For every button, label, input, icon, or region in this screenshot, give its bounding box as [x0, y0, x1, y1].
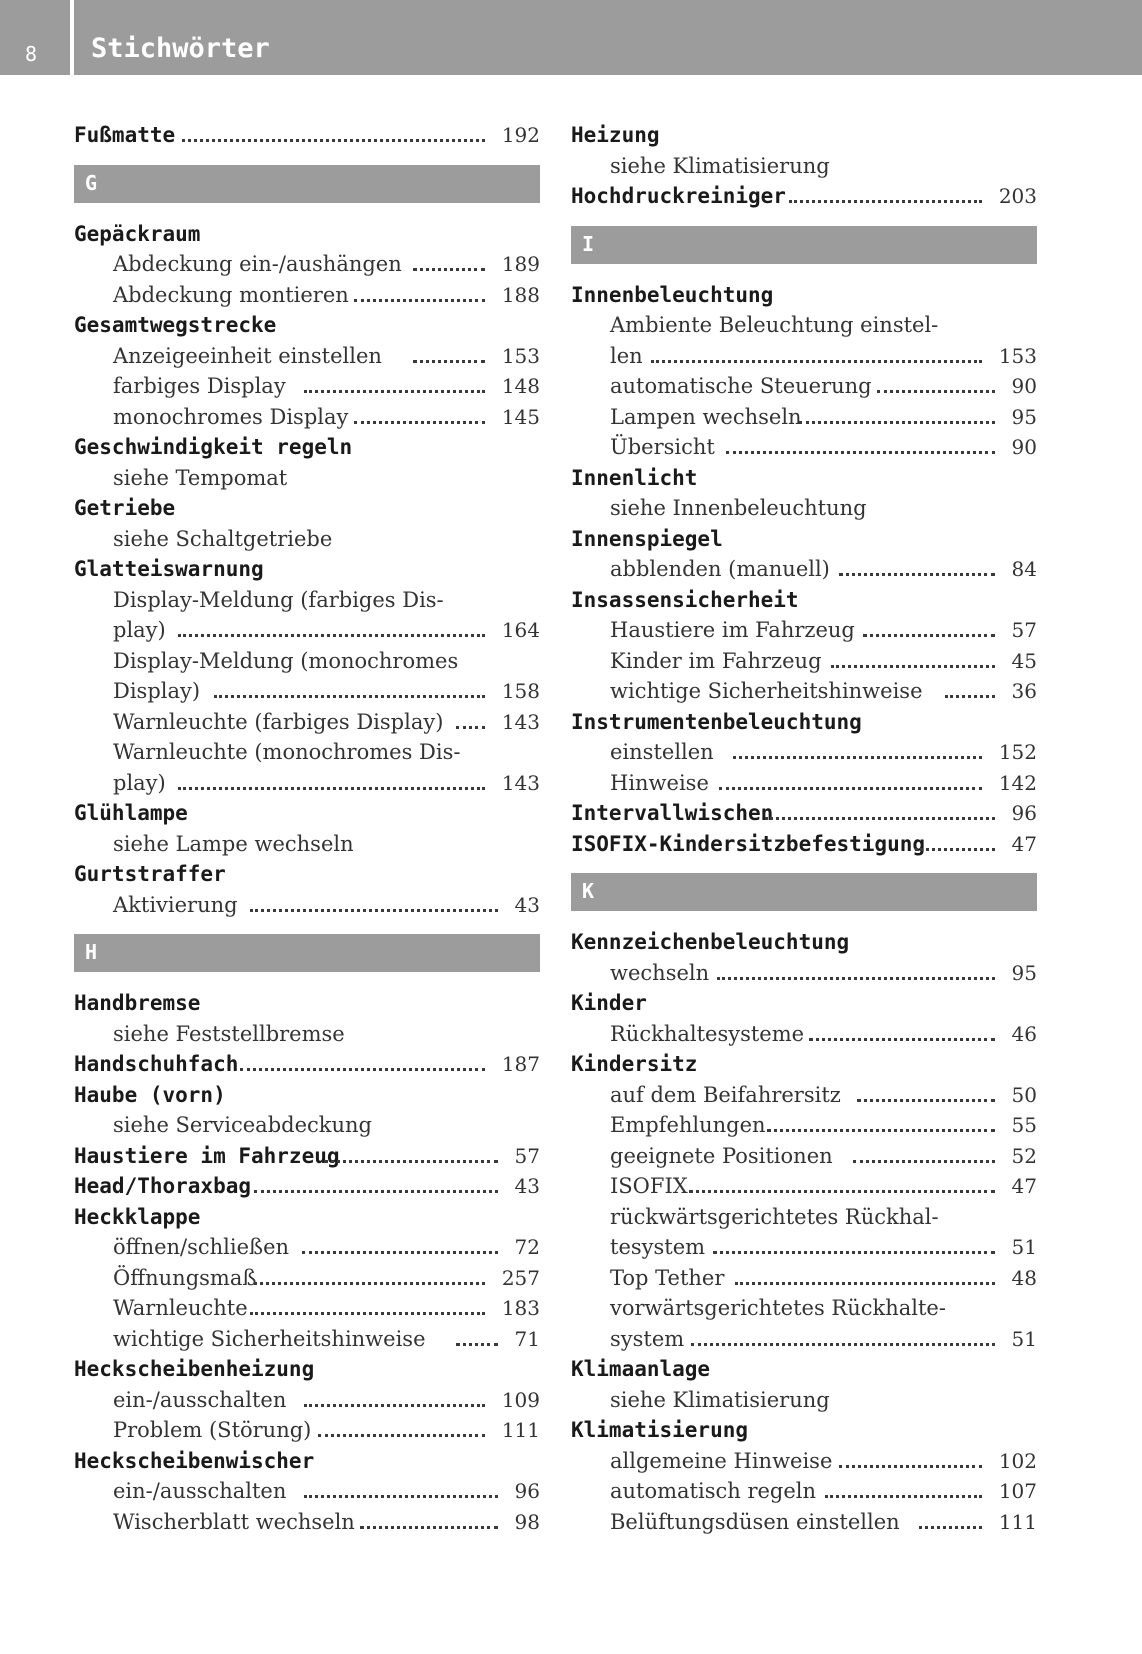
section-letter: G	[85, 170, 98, 195]
index-column-right	[571, 120, 1037, 1537]
entry-text: rückwärtsgerichtetes Rückhal-	[610, 1204, 939, 1229]
index-subentry	[571, 1476, 1037, 1507]
index-subentry	[74, 463, 540, 494]
dot-leader	[304, 1495, 498, 1498]
entry-text: allgemeine Hinweise	[610, 1448, 833, 1473]
page-reference: 158	[501, 679, 540, 703]
index-subentry	[74, 524, 540, 555]
index-subentry	[74, 676, 540, 707]
entry-text: abblenden (manuell)	[610, 557, 830, 581]
entry-text: Haube (vorn)	[74, 1082, 226, 1107]
entry-text: auf dem Beifahrersitz	[610, 1082, 841, 1107]
dot-leader	[250, 1312, 485, 1315]
entry-text: einstellen	[610, 740, 714, 764]
entry-text: Kinder im Fahrzeug	[610, 648, 822, 673]
page-reference: 102	[998, 1448, 1037, 1473]
page-reference: 183	[501, 1296, 540, 1320]
dot-leader	[302, 1251, 498, 1254]
entry-text: Display)	[113, 679, 201, 703]
entry-text: Insassensicherheit	[571, 587, 799, 612]
dot-leader	[691, 1343, 995, 1346]
index-subentry	[571, 1293, 1037, 1324]
entry-text: Kindersitz	[571, 1052, 698, 1076]
index-subentry	[74, 1110, 540, 1141]
page-reference: 43	[514, 1174, 540, 1198]
index-entry	[74, 1080, 540, 1111]
index-entry	[571, 927, 1037, 958]
index-subentry	[74, 1385, 540, 1416]
entry-text: siehe Serviceabdeckung	[113, 1113, 372, 1137]
entry-text: Geschwindigkeit regeln	[74, 435, 353, 459]
page-reference: 189	[501, 252, 540, 276]
entry-text: Top Tether	[610, 1265, 725, 1290]
section-letter: H	[85, 940, 98, 964]
entry-text: wichtige Sicherheitshinweise	[610, 679, 923, 703]
page-reference: 55	[1011, 1113, 1037, 1137]
page-reference: 192	[501, 123, 540, 147]
dot-leader	[254, 1282, 485, 1285]
page-reference: 111	[998, 1509, 1037, 1534]
entry-text: Anzeigeeinheit einstellen	[113, 343, 382, 368]
page-reference: 57	[1011, 618, 1037, 642]
entry-text: Heckscheibenwischer	[74, 1448, 315, 1473]
index-entry	[74, 432, 540, 463]
letter-section-header	[571, 226, 1037, 264]
dot-leader	[456, 1343, 498, 1346]
entry-text: siehe Tempomat	[113, 465, 288, 490]
dot-leader	[863, 634, 995, 637]
dot-leader	[877, 390, 995, 393]
entry-text: Display-Meldung (monochromes	[113, 648, 459, 673]
entry-text: tesystem	[610, 1235, 706, 1259]
page-reference: 72	[514, 1235, 540, 1259]
dot-leader	[413, 268, 485, 271]
entry-text: play)	[113, 770, 166, 795]
dot-leader	[726, 451, 995, 454]
page-reference: 203	[998, 184, 1037, 208]
dot-leader	[304, 390, 485, 393]
index-subentry	[571, 1080, 1037, 1111]
dot-leader	[831, 665, 995, 668]
dot-leader	[945, 695, 995, 698]
index-subentry	[571, 371, 1037, 402]
index-entry	[74, 1202, 540, 1233]
entry-text: play)	[113, 618, 166, 642]
entry-text: Belüftungsdüsen einstellen	[610, 1509, 900, 1534]
page-reference: 47	[1011, 831, 1037, 856]
entry-text: Warnleuchte (farbiges Display)	[113, 709, 444, 734]
page-reference: 90	[1011, 435, 1037, 459]
index-subentry	[571, 1171, 1037, 1202]
index-subentry	[74, 1263, 540, 1294]
index-entry	[74, 120, 540, 151]
index-entry	[74, 988, 540, 1019]
entry-text: Heizung	[571, 123, 660, 147]
entry-text: Innenlicht	[571, 465, 698, 490]
index-subentry	[571, 646, 1037, 677]
entry-text: Glatteiswarnung	[74, 557, 264, 581]
entry-text: Handbremse	[74, 991, 201, 1015]
page-title: Stichwörter	[91, 33, 270, 64]
entry-text: farbiges Display	[113, 374, 286, 398]
index-entry	[74, 1446, 540, 1477]
page-reference: 84	[1011, 557, 1037, 581]
page-reference: 145	[501, 404, 540, 429]
entry-text: Handschuhfach	[74, 1052, 239, 1076]
dot-leader	[825, 1495, 982, 1498]
page-reference: 142	[998, 770, 1037, 795]
dot-leader	[719, 787, 982, 790]
entry-text: Intervallwischen	[571, 801, 774, 825]
index-entry	[74, 1171, 540, 1202]
entry-text: ein-/ausschalten	[113, 1387, 287, 1412]
dot-leader	[182, 139, 485, 142]
dot-leader	[651, 360, 982, 363]
entry-text: siehe Feststellbremse	[113, 1021, 345, 1046]
entry-text: Wischerblatt wechseln	[113, 1509, 355, 1534]
dot-leader	[214, 695, 485, 698]
dot-leader	[765, 817, 995, 820]
index-entry	[571, 463, 1037, 494]
dot-leader	[809, 1038, 995, 1041]
entry-text: len	[610, 343, 643, 368]
page-reference: 187	[501, 1052, 540, 1076]
entry-text: Instrumentenbeleuchtung	[571, 709, 862, 734]
index-subentry	[74, 1293, 540, 1324]
index-entry	[571, 707, 1037, 738]
letter-section-header	[571, 873, 1037, 911]
index-subentry	[74, 1324, 540, 1355]
entry-text: Übersicht	[610, 435, 715, 459]
index-subentry	[74, 249, 540, 280]
index-entry	[571, 829, 1037, 860]
page-reference: 57	[514, 1143, 540, 1168]
index-entry	[571, 585, 1037, 616]
dot-leader	[178, 787, 485, 790]
index-subentry	[571, 1232, 1037, 1263]
entry-text: Gesamtwegstrecke	[74, 313, 277, 337]
page-reference: 143	[501, 709, 540, 734]
index-subentry	[74, 707, 540, 738]
entry-text: Abdeckung ein-/aushängen	[113, 252, 402, 276]
entry-text: automatische Steuerung	[610, 374, 872, 398]
dot-leader	[915, 848, 995, 851]
page-reference: 45	[1011, 648, 1037, 673]
entry-text: Display-Meldung (farbiges Dis-	[113, 587, 444, 612]
entry-text: Abdeckung montieren	[113, 282, 349, 307]
entry-text: Haustiere im Fahrzeug	[74, 1143, 340, 1168]
entry-text: wichtige Sicherheitshinweise	[113, 1326, 426, 1351]
entry-text: system	[610, 1326, 685, 1351]
index-entry	[74, 1354, 540, 1385]
index-subentry	[571, 1324, 1037, 1355]
entry-text: ISOFIX-Kindersitzbefestigung	[571, 831, 926, 856]
index-subentry	[571, 768, 1037, 799]
entry-text: Hochdruckreiniger	[571, 184, 786, 208]
dot-leader	[240, 1068, 485, 1071]
index-entry	[571, 181, 1037, 212]
entry-text: Klimatisierung	[571, 1418, 749, 1442]
entry-text: Warnleuchte	[113, 1296, 248, 1320]
dot-leader	[919, 1526, 982, 1529]
page-reference: 96	[1011, 801, 1037, 825]
page-number: 8	[25, 42, 38, 66]
entry-text: Problem (Störung)	[113, 1418, 312, 1442]
page-reference: 36	[1011, 679, 1037, 703]
page-reference: 153	[501, 343, 540, 368]
index-subentry	[74, 1019, 540, 1050]
index-entry	[74, 219, 540, 250]
entry-text: Warnleuchte (monochromes Dis-	[113, 740, 461, 764]
dot-leader	[689, 1190, 995, 1193]
entry-text: Hinweise	[610, 770, 709, 795]
entry-text: Aktivierung	[113, 892, 238, 917]
index-subentry	[571, 1202, 1037, 1233]
index-entry	[571, 280, 1037, 311]
dot-leader	[853, 1160, 995, 1163]
index-subentry	[571, 1110, 1037, 1141]
index-entry	[571, 120, 1037, 151]
page-reference: 95	[1011, 404, 1037, 429]
page-reference: 95	[1011, 960, 1037, 985]
dot-leader	[178, 634, 485, 637]
index-subentry	[571, 151, 1037, 182]
page-reference: 90	[1011, 374, 1037, 398]
index-subentry	[74, 402, 540, 433]
index-subentry	[571, 1019, 1037, 1050]
index-subentry	[74, 280, 540, 311]
entry-text: Öffnungsmaß	[113, 1265, 257, 1290]
entry-text: vorwärtsgerichtetes Rückhalte-	[610, 1296, 946, 1320]
page-reference: 188	[501, 282, 540, 307]
entry-text: Klimaanlage	[571, 1357, 711, 1381]
entry-text: Rückhaltesysteme	[610, 1021, 805, 1046]
dot-leader	[250, 909, 498, 912]
dot-leader	[767, 1129, 995, 1132]
entry-text: Haustiere im Fahrzeug	[610, 618, 855, 642]
entry-text: Head/Thoraxbag	[74, 1174, 252, 1198]
page-reference: 257	[501, 1265, 540, 1290]
page-header	[0, 0, 1142, 75]
page-reference: 47	[1011, 1174, 1037, 1198]
dot-leader	[799, 421, 995, 424]
index-subentry	[571, 1141, 1037, 1172]
entry-text: öffnen/schließen	[113, 1235, 290, 1259]
page-reference: 96	[514, 1479, 540, 1503]
entry-text: ISOFIX	[610, 1174, 688, 1198]
dot-leader	[324, 1160, 498, 1163]
index-entry	[571, 1354, 1037, 1385]
dot-leader	[354, 299, 485, 302]
index-subentry	[571, 341, 1037, 372]
index-subentry	[74, 1232, 540, 1263]
page-reference: 164	[501, 618, 540, 642]
page-reference: 46	[1011, 1021, 1037, 1046]
index-subentry	[74, 615, 540, 646]
index-subentry	[571, 493, 1037, 524]
entry-text: wechseln	[610, 960, 710, 985]
page-reference: 71	[514, 1326, 540, 1351]
index-subentry	[571, 737, 1037, 768]
index-subentry	[74, 371, 540, 402]
index-subentry	[74, 1507, 540, 1538]
index-subentry	[571, 402, 1037, 433]
dot-leader	[254, 1190, 498, 1193]
page-reference: 107	[998, 1479, 1037, 1503]
index-subentry	[571, 1263, 1037, 1294]
page-reference: 51	[1011, 1326, 1037, 1351]
index-subentry	[74, 646, 540, 677]
page-reference: 52	[1011, 1143, 1037, 1168]
page-reference: 50	[1011, 1082, 1037, 1107]
index-subentry	[74, 890, 540, 921]
index-subentry	[571, 310, 1037, 341]
page-reference: 98	[514, 1509, 540, 1534]
index-subentry	[571, 554, 1037, 585]
index-subentry	[74, 768, 540, 799]
entry-text: Innenspiegel	[571, 526, 723, 551]
dot-leader	[789, 200, 982, 203]
index-subentry	[571, 958, 1037, 989]
dot-leader	[318, 1434, 485, 1437]
index-entry	[571, 798, 1037, 829]
entry-text: Fußmatte	[74, 123, 176, 147]
entry-text: siehe Innenbeleuchtung	[610, 496, 867, 520]
page-reference: 143	[501, 770, 540, 795]
index-entry	[74, 493, 540, 524]
index-entry	[74, 1049, 540, 1080]
dot-leader	[839, 573, 995, 576]
index-subentry	[571, 615, 1037, 646]
entry-text: Getriebe	[74, 496, 176, 520]
index-entry	[74, 1141, 540, 1172]
page-reference: 111	[501, 1418, 540, 1442]
letter-section-header	[74, 165, 540, 203]
index-subentry	[571, 1507, 1037, 1538]
index-subentry	[74, 737, 540, 768]
index-entry	[571, 524, 1037, 555]
dot-leader	[413, 360, 485, 363]
section-letter: I	[582, 231, 595, 256]
page-reference: 109	[501, 1387, 540, 1412]
entry-text: Kennzeichenbeleuchtung	[571, 930, 850, 954]
dot-leader	[304, 1404, 485, 1407]
entry-text: Heckscheibenheizung	[74, 1357, 315, 1381]
dot-leader	[839, 1465, 982, 1468]
header-divider	[70, 0, 74, 75]
index-entry	[74, 859, 540, 890]
index-subentry	[74, 585, 540, 616]
entry-text: Empfehlungen	[610, 1113, 766, 1137]
index-column-left	[74, 120, 540, 1537]
dot-leader	[456, 726, 485, 729]
entry-text: Glühlampe	[74, 801, 188, 825]
index-entry	[571, 1415, 1037, 1446]
index-subentry	[74, 341, 540, 372]
page-reference: 48	[1011, 1265, 1037, 1290]
entry-text: Kinder	[571, 991, 647, 1015]
dot-leader	[713, 1251, 995, 1254]
entry-text: Ambiente Beleuchtung einstel-	[610, 313, 939, 337]
entry-text: Heckklappe	[74, 1204, 201, 1229]
dot-leader	[857, 1099, 995, 1102]
dot-leader	[354, 421, 485, 424]
index-subentry	[74, 829, 540, 860]
page-reference: 153	[998, 343, 1037, 368]
index-subentry	[571, 1446, 1037, 1477]
entry-text: Gepäckraum	[74, 221, 201, 246]
section-letter: K	[582, 879, 595, 903]
entry-text: Lampen wechseln	[610, 404, 802, 429]
page-reference: 148	[501, 374, 540, 398]
index-entry	[571, 1049, 1037, 1080]
entry-text: automatisch regeln	[610, 1479, 817, 1503]
entry-text: siehe Klimatisierung	[610, 153, 830, 178]
index-subentry	[74, 1476, 540, 1507]
index-subentry	[571, 676, 1037, 707]
letter-section-header	[74, 934, 540, 972]
index-entry	[571, 988, 1037, 1019]
index-subentry	[74, 1415, 540, 1446]
entry-text: siehe Lampe wechseln	[113, 831, 354, 856]
entry-text: Innenbeleuchtung	[571, 282, 774, 307]
dot-leader	[733, 756, 982, 759]
entry-text: ein-/ausschalten	[113, 1479, 287, 1503]
index-subentry	[571, 432, 1037, 463]
dot-leader	[360, 1526, 498, 1529]
entry-text: geeignete Positionen	[610, 1143, 833, 1168]
dot-leader	[717, 977, 995, 980]
entry-text: Gurtstraffer	[74, 862, 226, 886]
entry-text: monochromes Display	[113, 404, 349, 429]
page-reference: 43	[514, 892, 540, 917]
index-subentry	[571, 1385, 1037, 1416]
page-reference: 152	[998, 740, 1037, 764]
entry-text: siehe Schaltgetriebe	[113, 526, 333, 551]
page-reference: 51	[1011, 1235, 1037, 1259]
index-entry	[74, 310, 540, 341]
entry-text: siehe Klimatisierung	[610, 1387, 830, 1412]
index-entry	[74, 554, 540, 585]
index-entry	[74, 798, 540, 829]
dot-leader	[735, 1282, 995, 1285]
